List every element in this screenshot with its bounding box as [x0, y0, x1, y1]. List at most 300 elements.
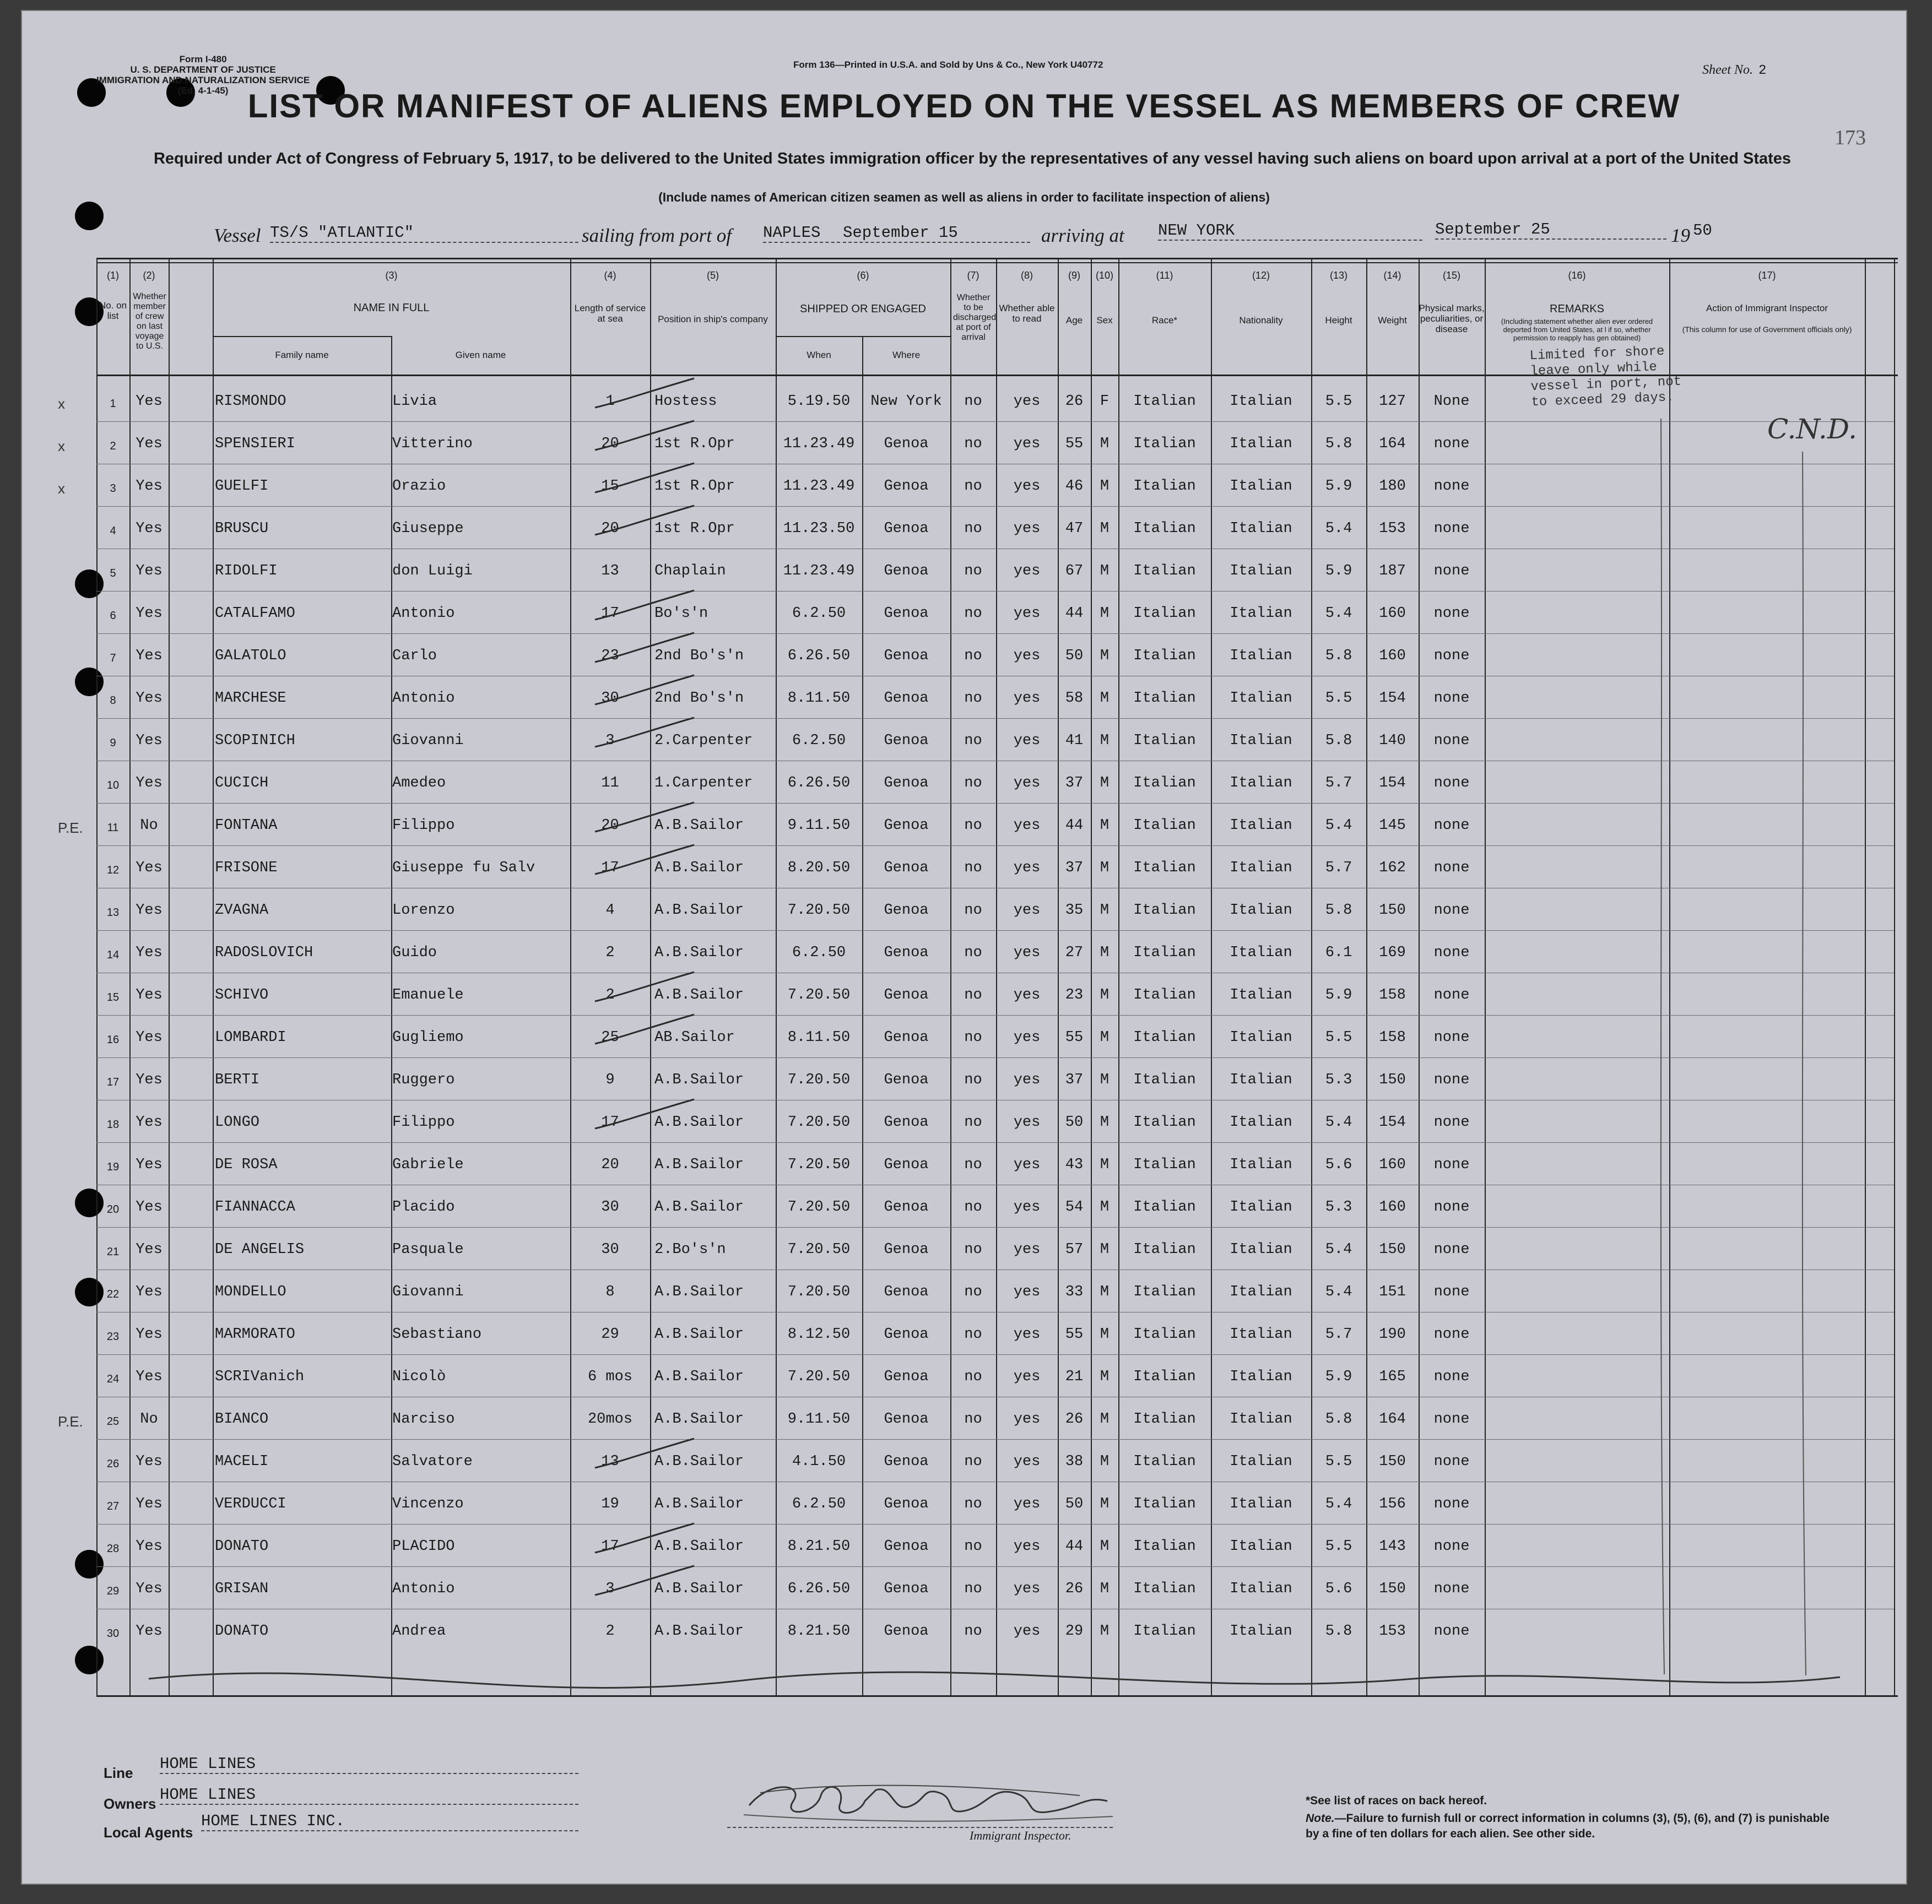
- include-note: (Include names of American citizen seamen as well as aliens in order to facilitate inspection of aliens): [658, 190, 1270, 204]
- row-number: 28: [106, 1543, 120, 1555]
- family-name: RISMONDO: [215, 393, 286, 410]
- nationality: Italian: [1230, 987, 1292, 1003]
- sex: M: [1100, 817, 1110, 834]
- to-be-discharged: no: [964, 563, 982, 579]
- race: Italian: [1133, 1157, 1196, 1173]
- able-to-read: yes: [1013, 690, 1041, 707]
- race: Italian: [1133, 1581, 1196, 1597]
- to-be-discharged: no: [964, 1241, 982, 1258]
- length-of-service: 15: [601, 478, 619, 495]
- row-divider: [96, 1142, 1894, 1143]
- able-to-read: yes: [1013, 1369, 1041, 1385]
- age: 41: [1065, 733, 1084, 749]
- shipped-when: 11.23.49: [783, 563, 855, 579]
- table-row: [22, 1611, 1906, 1653]
- shipped-where: Genoa: [884, 605, 929, 622]
- sex: M: [1100, 1623, 1110, 1640]
- age: 35: [1065, 902, 1084, 919]
- table-row: [22, 975, 1906, 1017]
- sex: M: [1100, 1369, 1110, 1385]
- given-name: Giuseppe fu Salv: [392, 860, 535, 876]
- shipped-when: 7.20.50: [787, 1199, 851, 1216]
- position: Chaplain: [654, 563, 726, 579]
- crew-last-voyage: Yes: [136, 1581, 163, 1597]
- crew-last-voyage: Yes: [136, 945, 163, 961]
- sheet-number-label: Sheet No.: [1702, 63, 1753, 77]
- to-be-discharged: no: [964, 1029, 982, 1046]
- height: 5.9: [1325, 563, 1352, 579]
- row-divider: [96, 845, 1894, 846]
- column-number: (3): [385, 270, 398, 281]
- owners-value: HOME LINES: [160, 1786, 578, 1805]
- physical-marks: none: [1433, 478, 1470, 495]
- sex: M: [1100, 1072, 1110, 1088]
- physical-marks: none: [1433, 945, 1470, 961]
- nationality: Italian: [1230, 690, 1292, 707]
- shipped-when: 7.20.50: [787, 1284, 851, 1300]
- nationality: Italian: [1230, 1157, 1292, 1173]
- length-of-service: 6 mos: [587, 1369, 632, 1385]
- physical-marks: none: [1433, 648, 1470, 664]
- column-number: (2): [143, 270, 155, 281]
- crew-last-voyage: Yes: [136, 1369, 163, 1385]
- family-name: ZVAGNA: [215, 902, 269, 919]
- shipped-when: 6.2.50: [792, 605, 846, 622]
- family-name: GUELFI: [215, 478, 269, 495]
- row-number: 2: [110, 440, 116, 452]
- weight: 140: [1379, 733, 1406, 749]
- given-name: Narciso: [392, 1411, 455, 1428]
- to-be-discharged: no: [964, 1581, 982, 1597]
- position: A.B.Sailor: [654, 1623, 744, 1640]
- table-row: [22, 1399, 1906, 1441]
- height: 5.5: [1325, 393, 1352, 410]
- nationality: Italian: [1230, 1623, 1292, 1640]
- shipped-where: Genoa: [884, 520, 929, 537]
- length-of-service: 30: [601, 690, 619, 707]
- given-name: Gugliemo: [392, 1029, 464, 1046]
- shipped-when: 5.19.50: [787, 393, 851, 410]
- family-name: LONGO: [215, 1114, 260, 1131]
- to-be-discharged: no: [964, 1623, 982, 1640]
- shipped-where: New York: [870, 393, 942, 410]
- weight: 160: [1379, 605, 1406, 622]
- row-number: 6: [110, 610, 116, 622]
- crew-last-voyage: Yes: [136, 605, 163, 622]
- position: A.B.Sailor: [654, 1072, 744, 1088]
- sex: M: [1100, 1114, 1110, 1131]
- position: 1st R.Opr: [654, 436, 735, 452]
- height: 5.5: [1325, 690, 1352, 707]
- column-number: (11): [1156, 270, 1173, 281]
- weight: 160: [1379, 1157, 1406, 1173]
- to-be-discharged: no: [964, 902, 982, 919]
- race: Italian: [1133, 1114, 1196, 1131]
- able-to-read: yes: [1013, 1157, 1041, 1173]
- column-number: (6): [857, 270, 869, 281]
- row-number: 19: [106, 1161, 120, 1173]
- age: 37: [1065, 860, 1084, 876]
- shipped-where: Genoa: [884, 1241, 929, 1258]
- physical-marks: none: [1433, 817, 1470, 834]
- sex: M: [1100, 1284, 1110, 1300]
- age: 29: [1065, 1623, 1084, 1640]
- row-number: 29: [106, 1585, 120, 1597]
- to-be-discharged: no: [964, 478, 982, 495]
- row-divider: [96, 591, 1894, 592]
- age: 46: [1065, 478, 1084, 495]
- shipped-where: Genoa: [884, 1284, 929, 1300]
- vessel-name: TS/S "ATLANTIC": [270, 224, 578, 243]
- able-to-read: yes: [1013, 733, 1041, 749]
- able-to-read: yes: [1013, 478, 1041, 495]
- crew-last-voyage: No: [140, 1411, 158, 1428]
- weight: 190: [1379, 1326, 1406, 1343]
- physical-marks: none: [1433, 1581, 1470, 1597]
- length-of-service: 29: [601, 1326, 619, 1343]
- sheet-number: [1702, 63, 1766, 78]
- age: 26: [1065, 1581, 1084, 1597]
- column-number: (4): [604, 270, 616, 281]
- sex: M: [1100, 860, 1110, 876]
- nationality: Italian: [1230, 1538, 1292, 1555]
- given-name: Giuseppe: [392, 520, 464, 537]
- shipped-where: Genoa: [884, 987, 929, 1003]
- left-margin-mark: x: [58, 438, 65, 454]
- departure-date: September 15: [843, 224, 1030, 243]
- sailing-label: sailing from port of: [582, 225, 732, 246]
- length-of-service: 2: [605, 1623, 615, 1640]
- header-race: Race*: [1151, 315, 1178, 326]
- family-name: FRISONE: [215, 860, 278, 876]
- crew-last-voyage: Yes: [136, 648, 163, 664]
- shipped-where: Genoa: [884, 1496, 929, 1512]
- to-be-discharged: no: [964, 1114, 982, 1131]
- table-row: [22, 890, 1906, 932]
- position: A.B.Sailor: [654, 1411, 744, 1428]
- line-value: HOME LINES: [160, 1755, 578, 1774]
- weight: 150: [1379, 1241, 1406, 1258]
- position: A.B.Sailor: [654, 1369, 744, 1385]
- length-of-service: 9: [605, 1072, 615, 1088]
- table-row: [22, 593, 1906, 636]
- given-name: Pasquale: [392, 1241, 464, 1258]
- nationality: Italian: [1230, 1411, 1292, 1428]
- row-number: 9: [110, 737, 116, 749]
- shipped-when: 6.2.50: [792, 733, 846, 749]
- agents-label: Local Agents: [104, 1824, 193, 1841]
- nationality: Italian: [1230, 393, 1292, 410]
- to-be-discharged: no: [964, 860, 982, 876]
- arrival-date: September 25: [1435, 220, 1666, 240]
- column-number: (8): [1021, 270, 1033, 281]
- age: 50: [1065, 1496, 1084, 1512]
- sex: M: [1100, 648, 1110, 664]
- crew-last-voyage: Yes: [136, 436, 163, 452]
- shipped-when: 8.21.50: [787, 1538, 851, 1555]
- row-divider: [96, 1354, 1894, 1355]
- length-of-service: 20mos: [587, 1411, 632, 1428]
- given-name: Filippo: [392, 1114, 455, 1131]
- to-be-discharged: no: [964, 775, 982, 791]
- height: 5.3: [1325, 1072, 1352, 1088]
- race: Italian: [1133, 1029, 1196, 1046]
- height: 5.5: [1325, 1538, 1352, 1555]
- weight: 154: [1379, 775, 1406, 791]
- sex: M: [1100, 436, 1110, 452]
- position: 2nd Bo's'n: [654, 690, 744, 707]
- nationality: Italian: [1230, 1114, 1292, 1131]
- weight: 164: [1379, 1411, 1406, 1428]
- header-remarks-sub: (Including statement whether alien ever ordered deported from United States, at l if so, whether permission to reapply has gen obtained): [1501, 317, 1653, 342]
- table-row: [22, 720, 1906, 763]
- row-number: 1: [110, 398, 116, 410]
- height: 5.8: [1325, 733, 1352, 749]
- shipped-when: 11.23.49: [783, 478, 855, 495]
- given-name: Filippo: [392, 817, 455, 834]
- able-to-read: yes: [1013, 1496, 1041, 1512]
- nationality: Italian: [1230, 1453, 1292, 1470]
- crew-last-voyage: Yes: [136, 1326, 163, 1343]
- physical-marks: none: [1433, 605, 1470, 622]
- table-row: [22, 1060, 1906, 1102]
- able-to-read: yes: [1013, 775, 1041, 791]
- inspector-mark: C.N.D.: [1767, 413, 1858, 445]
- header-height: Height: [1325, 315, 1352, 326]
- age: 44: [1065, 817, 1084, 834]
- height: 5.8: [1325, 1411, 1352, 1428]
- given-name: Antonio: [392, 605, 455, 622]
- shipped-where: Genoa: [884, 478, 929, 495]
- physical-marks: none: [1433, 1496, 1470, 1512]
- column-number: (14): [1383, 270, 1401, 281]
- page-title: LIST OR MANIFEST OF ALIENS EMPLOYED ON THE VESSEL AS MEMBERS OF CREW: [247, 88, 1681, 124]
- crew-last-voyage: Yes: [136, 393, 163, 410]
- weight: 162: [1379, 860, 1406, 876]
- height: 5.8: [1325, 1623, 1352, 1640]
- to-be-discharged: no: [964, 733, 982, 749]
- table-top-border: [96, 258, 1898, 259]
- row-divider: [96, 1439, 1894, 1440]
- row-number: 4: [110, 525, 116, 537]
- length-of-service: 13: [601, 1453, 619, 1470]
- able-to-read: yes: [1013, 1581, 1041, 1597]
- given-name: Carlo: [392, 648, 437, 664]
- length-of-service: 20: [601, 520, 619, 537]
- to-be-discharged: no: [964, 945, 982, 961]
- nationality: Italian: [1230, 1496, 1292, 1512]
- given-name: Placido: [392, 1199, 455, 1216]
- height: 5.4: [1325, 1114, 1352, 1131]
- nationality: Italian: [1230, 902, 1292, 919]
- family-name: DE ROSA: [215, 1157, 278, 1173]
- shipped-where: Genoa: [884, 1029, 929, 1046]
- weight: 153: [1379, 1623, 1406, 1640]
- age: 38: [1065, 1453, 1084, 1470]
- shipped-when: 7.20.50: [787, 902, 851, 919]
- header-crew-last-voyage: Whether member of crew on last voyage to U.S.: [133, 292, 166, 351]
- left-margin-mark: x: [58, 480, 65, 497]
- table-row: [22, 1484, 1906, 1526]
- position: A.B.Sailor: [654, 902, 744, 919]
- height: 5.9: [1325, 987, 1352, 1003]
- given-name: Antonio: [392, 1581, 455, 1597]
- header-when: When: [807, 350, 831, 360]
- age: 54: [1065, 1199, 1084, 1216]
- departure-port: NAPLES: [763, 224, 840, 243]
- header-remarks: REMARKS: [1550, 303, 1604, 315]
- row-number: 23: [106, 1331, 120, 1343]
- family-name: MONDELLO: [215, 1284, 286, 1300]
- height: 5.7: [1325, 775, 1352, 791]
- row-number: 12: [106, 864, 120, 876]
- table-row: [22, 763, 1906, 805]
- family-name: SPENSIERI: [215, 436, 295, 452]
- height: 5.6: [1325, 1581, 1352, 1597]
- able-to-read: yes: [1013, 393, 1041, 410]
- family-name: FONTANA: [215, 817, 278, 834]
- length-of-service: 19: [601, 1496, 619, 1512]
- shipped-when: 7.20.50: [787, 1157, 851, 1173]
- to-be-discharged: no: [964, 1453, 982, 1470]
- age: 26: [1065, 1411, 1084, 1428]
- table-row: [22, 1526, 1906, 1569]
- weight: 127: [1379, 393, 1406, 410]
- family-name: BRUSCU: [215, 520, 269, 537]
- shipped-when: 8.11.50: [787, 690, 851, 707]
- race: Italian: [1133, 1199, 1196, 1216]
- race: Italian: [1133, 987, 1196, 1003]
- able-to-read: yes: [1013, 1411, 1041, 1428]
- physical-marks: none: [1433, 563, 1470, 579]
- able-to-read: yes: [1013, 1326, 1041, 1343]
- position: A.B.Sailor: [654, 1157, 744, 1173]
- length-of-service: 20: [601, 1157, 619, 1173]
- family-name: RIDOLFI: [215, 563, 278, 579]
- crew-last-voyage: Yes: [136, 860, 163, 876]
- crew-last-voyage: Yes: [136, 1114, 163, 1131]
- physical-marks: none: [1433, 1199, 1470, 1216]
- weight: 154: [1379, 690, 1406, 707]
- given-name: Nicolò: [392, 1369, 446, 1385]
- position: A.B.Sailor: [654, 860, 744, 876]
- crew-last-voyage: Yes: [136, 1072, 163, 1088]
- weight: 153: [1379, 520, 1406, 537]
- length-of-service: 17: [601, 605, 619, 622]
- shipped-when: 6.2.50: [792, 1496, 846, 1512]
- nationality: Italian: [1230, 860, 1292, 876]
- nationality: Italian: [1230, 563, 1292, 579]
- height: 6.1: [1325, 945, 1352, 961]
- position: A.B.Sailor: [654, 1496, 744, 1512]
- column-number: (5): [707, 270, 719, 281]
- crew-last-voyage: No: [140, 817, 158, 834]
- crew-last-voyage: Yes: [136, 1157, 163, 1173]
- row-number: 25: [106, 1415, 120, 1428]
- given-name: Lorenzo: [392, 902, 455, 919]
- header-physical-marks: Physical marks, peculiarities, or disease: [1419, 303, 1485, 334]
- column-number: (9): [1068, 270, 1080, 281]
- age: 55: [1065, 1326, 1084, 1343]
- race: Italian: [1133, 393, 1196, 410]
- race: Italian: [1133, 775, 1196, 791]
- crew-last-voyage: Yes: [136, 1496, 163, 1512]
- row-divider: [96, 930, 1894, 931]
- able-to-read: yes: [1013, 1284, 1041, 1300]
- shipped-where: Genoa: [884, 860, 929, 876]
- sex: M: [1100, 1157, 1110, 1173]
- sex: M: [1100, 902, 1110, 919]
- given-name: Orazio: [392, 478, 446, 495]
- length-of-service: 17: [601, 860, 619, 876]
- physical-marks: none: [1433, 860, 1470, 876]
- position: 1st R.Opr: [654, 478, 735, 495]
- inspector-signature: [727, 1762, 1124, 1834]
- row-number: 18: [106, 1119, 120, 1131]
- table-row: [22, 678, 1906, 720]
- shipped-where: Genoa: [884, 817, 929, 834]
- shipped-where: Genoa: [884, 1411, 929, 1428]
- punch-hole: [75, 202, 104, 230]
- weight: 156: [1379, 1496, 1406, 1512]
- column-number: (12): [1252, 270, 1270, 281]
- height: 5.8: [1325, 648, 1352, 664]
- header-where: Where: [892, 350, 921, 360]
- physical-marks: none: [1433, 520, 1470, 537]
- physical-marks: none: [1433, 1369, 1470, 1385]
- header-given-name: Given name: [455, 350, 506, 360]
- length-of-service: 23: [601, 648, 619, 664]
- given-name: Antonio: [392, 690, 455, 707]
- table-row: [22, 551, 1906, 593]
- sex: M: [1100, 605, 1110, 622]
- header-length-of-service: Length of service at sea: [574, 303, 646, 324]
- row-divider: [96, 633, 1894, 634]
- table-bottom-border: [96, 1695, 1898, 1697]
- nationality: Italian: [1230, 817, 1292, 834]
- shipped-when: 6.26.50: [787, 1581, 851, 1597]
- age: 44: [1065, 1538, 1084, 1555]
- physical-marks: none: [1433, 775, 1470, 791]
- row-number: 22: [106, 1288, 120, 1300]
- table-row: [22, 1144, 1906, 1187]
- position: A.B.Sailor: [654, 1114, 744, 1131]
- physical-marks: none: [1433, 1114, 1470, 1131]
- left-margin-mark: P.E.: [58, 820, 83, 836]
- sex: M: [1100, 478, 1110, 495]
- height: 5.7: [1325, 1326, 1352, 1343]
- agents-value: HOME LINES INC.: [201, 1812, 578, 1831]
- row-number: 26: [106, 1458, 120, 1470]
- weight: 154: [1379, 1114, 1406, 1131]
- year-suffix: 50: [1693, 221, 1712, 240]
- to-be-discharged: no: [964, 690, 982, 707]
- physical-marks: none: [1433, 436, 1470, 452]
- left-margin-mark: x: [58, 395, 65, 412]
- race: Italian: [1133, 1496, 1196, 1512]
- able-to-read: yes: [1013, 902, 1041, 919]
- nationality: Italian: [1230, 1369, 1292, 1385]
- race: Italian: [1133, 1072, 1196, 1088]
- able-to-read: yes: [1013, 605, 1041, 622]
- column-number: (13): [1329, 270, 1347, 281]
- table-row: [22, 932, 1906, 975]
- table-row: [22, 1017, 1906, 1060]
- requirement-text: Required under Act of Congress of February 5, 1917, to be delivered to the United States immigration officer by the representatives of any vessel having such aliens on board upon arrival at a port of the United States: [153, 150, 1792, 167]
- shipped-where: Genoa: [884, 1453, 929, 1470]
- header-discharged: Whether to be discharged at port of arrival: [953, 293, 997, 342]
- sex: M: [1100, 1241, 1110, 1258]
